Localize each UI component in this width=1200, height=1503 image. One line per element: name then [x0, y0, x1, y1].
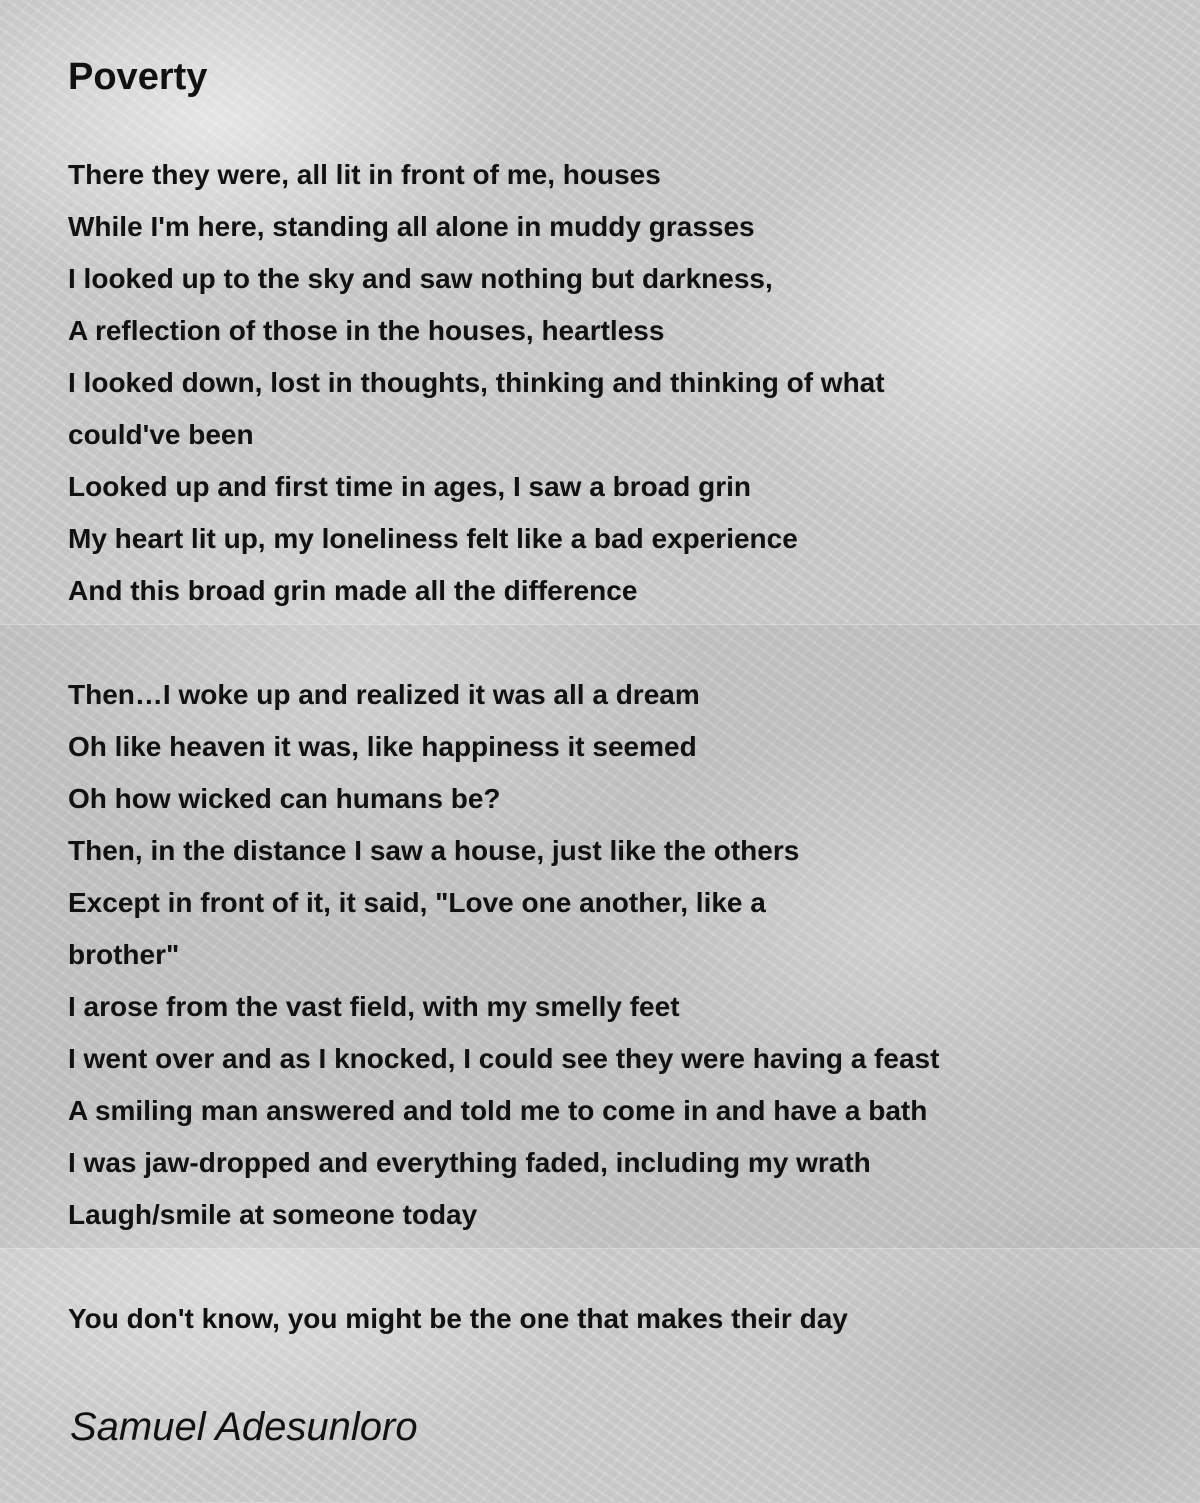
stanza-2 — [68, 669, 1148, 1241]
poem-line: Oh like heaven it was, like happiness it seemed — [68, 731, 697, 762]
stanza-3 — [68, 1293, 1148, 1345]
poem-line: A reflection of those in the houses, heartless — [68, 315, 665, 346]
poem-line: There they were, all lit in front of me, houses — [68, 159, 661, 190]
poem-line: I was jaw-dropped and everything faded, including my wrath — [68, 1147, 871, 1178]
stanza-break — [68, 1241, 1148, 1293]
poem-line: I arose from the vast field, with my smelly feet — [68, 991, 680, 1022]
poem-body — [68, 149, 1148, 1345]
stanza-1 — [68, 149, 1148, 617]
stanza-break — [68, 617, 1148, 669]
poem-line: Then, in the distance I saw a house, just like the others — [68, 835, 800, 866]
poem-line: And this broad grin made all the difference — [68, 575, 638, 606]
poem-line: A smiling man answered and told me to come in and have a bath — [68, 1095, 928, 1126]
poem-author: Samuel Adesunloro — [70, 1405, 418, 1449]
poem-line: Then…I woke up and realized it was all a dream — [68, 679, 700, 710]
poem-line: could've been — [68, 419, 254, 450]
poem-line: I looked up to the sky and saw nothing but darkness, — [68, 263, 773, 294]
poem-title: Poverty — [68, 56, 208, 98]
poem-line: My heart lit up, my loneliness felt like a bad experience — [68, 523, 798, 554]
poem-line: Oh how wicked can humans be? — [68, 783, 501, 814]
poem-line: brother" — [68, 939, 180, 970]
poem-line: I looked down, lost in thoughts, thinking and thinking of what — [68, 367, 885, 398]
poem-line: Except in front of it, it said, "Love one another, like a — [68, 887, 766, 918]
poem-line: I went over and as I knocked, I could see they were having a feast — [68, 1043, 940, 1074]
poem-line: You don't know, you might be the one that makes their day — [68, 1303, 848, 1334]
poem-line: While I'm here, standing all alone in muddy grasses — [68, 211, 755, 242]
poem-line: Looked up and first time in ages, I saw a broad grin — [68, 471, 752, 502]
poem-line: Laugh/smile at someone today — [68, 1199, 478, 1230]
